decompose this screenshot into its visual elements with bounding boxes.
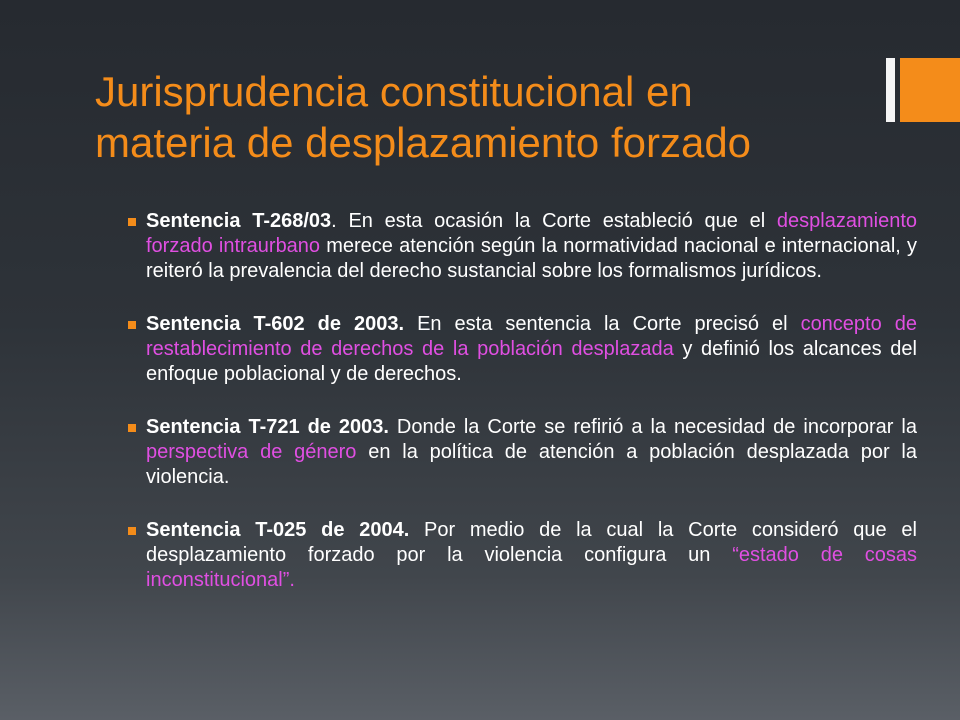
list-item: [128, 415, 917, 490]
item-text: y definió los alcances del enfoque poblacional y de derechos.: [146, 338, 917, 385]
item-text: Por medio de la cual la Corte consideró que el desplazamiento forzado por la violencia configura un: [146, 519, 917, 566]
slide-title: [95, 66, 865, 168]
square-bullet-icon: [128, 527, 136, 535]
title-line-1: Jurisprudencia constitucional en: [95, 68, 693, 115]
highlighted-text: concepto de restablecimiento de derechos de la población desplazada: [146, 313, 917, 360]
highlighted-text: “estado de cosas inconstitucional”.: [146, 544, 917, 591]
title-line-2: materia de desplazamiento forzado: [95, 119, 752, 166]
sentence-reference: Sentencia T-025 de 2004.: [146, 519, 410, 541]
item-text: en la política de atención a población desplazada por la violencia.: [146, 441, 917, 488]
list-item: [128, 209, 917, 284]
accent-bar-thick: [900, 58, 960, 122]
sentence-reference: Sentencia T-268/03: [146, 210, 332, 232]
highlighted-text: perspectiva de género: [146, 441, 357, 463]
item-text: merece atención según la normatividad nacional e internacional, y reiteró la prevalencia del derecho sustancial sobre los formalismos jurídicos.: [146, 235, 917, 282]
list-item: [128, 518, 917, 593]
item-text: En esta sentencia la Corte precisó el: [404, 313, 801, 335]
list-item: [128, 312, 917, 387]
accent-bar-thin: [886, 58, 895, 122]
sentence-reference: Sentencia T-721 de 2003.: [146, 416, 389, 438]
item-text: Donde la Corte se refirió a la necesidad de incorporar la: [388, 416, 917, 438]
square-bullet-icon: [128, 424, 136, 432]
highlighted-text: desplazamiento forzado intraurbano: [146, 210, 918, 257]
bullet-list: [128, 209, 917, 593]
item-text: . En esta ocasión la Corte estableció que el: [331, 210, 777, 232]
square-bullet-icon: [128, 321, 136, 329]
square-bullet-icon: [128, 218, 136, 226]
sentence-reference: Sentencia T-602 de 2003.: [146, 313, 405, 335]
